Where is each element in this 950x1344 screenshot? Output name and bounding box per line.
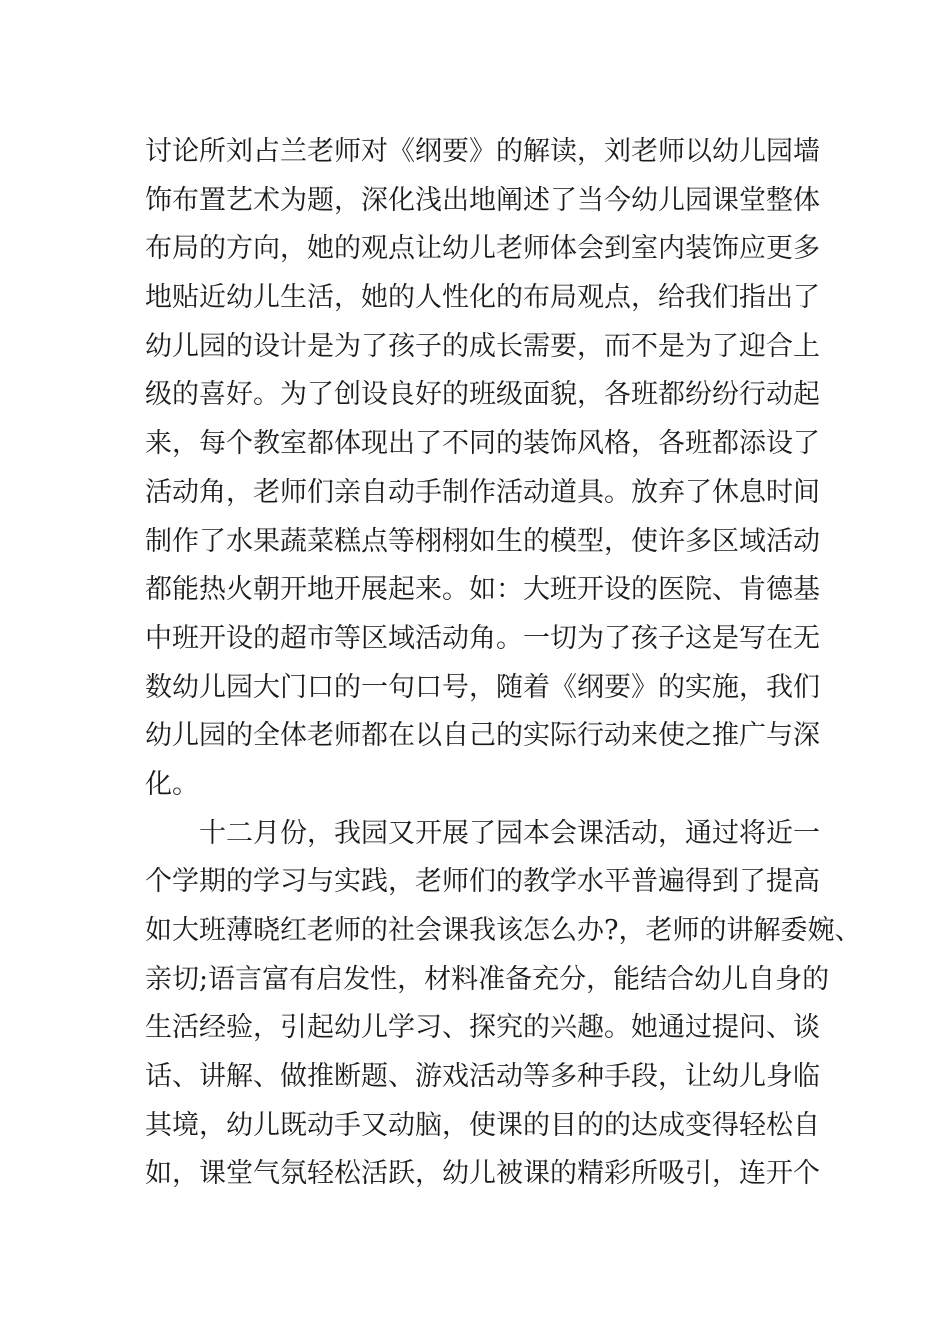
text-line: 幼儿园的设计是为了孩子的成长需要，而不是为了迎合上 [145,330,820,362]
text-line: 数幼儿园大门口的一句口号，随着《纲要》的实施，我们 [145,671,820,703]
text-line: 布局的方向，她的观点让幼儿老师体会到室内装饰应更多 [145,233,820,265]
text-line: 幼儿园的全体老师都在以自己的实际行动来使之推广与深 [145,720,820,752]
text-line: 化。 [145,768,199,800]
text-line: 亲切;语言富有启发性，材料准备充分，能结合幼儿自身的 [145,963,830,995]
text-line: 饰布置艺术为题，深化浅出地阐述了当今幼儿园课堂整体 [145,184,820,216]
text-line: 来，每个教室都体现出了不同的装饰风格，各班都添设了 [145,428,820,460]
text-line: 活动角，老师们亲自动手制作活动道具。放弃了休息时间 [145,476,820,508]
text-line: 如大班薄晓红老师的社会课我该怎么办?，老师的讲解委婉、 [145,915,862,946]
text-line: 如，课堂气氛轻松活跃，幼儿被课的精彩所吸引，连开个 [145,1158,820,1190]
text-line: 都能热火朝开地开展起来。如：大班开设的医院、肯德基 [145,574,820,606]
body-text [145,128,865,1199]
text-line: 级的喜好。为了创设良好的班级面貌，各班都纷纷行动起 [145,379,820,411]
text-line: 话、讲解、做推断题、游戏活动等多种手段，让幼儿身临 [145,1061,820,1093]
text-line: 生活经验，引起幼儿学习、探究的兴趣。她通过提问、谈 [145,1012,820,1044]
text-line: 个学期的学习与实践，老师们的教学水平普遍得到了提高 [145,866,820,898]
text-line: 地贴近幼儿生活，她的人性化的布局观点，给我们指出了 [145,282,820,314]
text-line: 制作了水果蔬菜糕点等栩栩如生的模型，使许多区域活动 [145,525,820,557]
text-line: 中班开设的超市等区域活动角。一切为了孩子这是写在无 [145,622,820,654]
paragraph-start-line: 十二月份，我园又开展了园本会课活动，通过将近一 [199,817,820,849]
text-line: 讨论所刘占兰老师对《纲要》的解读，刘老师以幼儿园墙 [145,136,820,167]
text-line: 其境，幼儿既动手又动脑，使课的目的的达成变得轻松自 [145,1109,820,1141]
